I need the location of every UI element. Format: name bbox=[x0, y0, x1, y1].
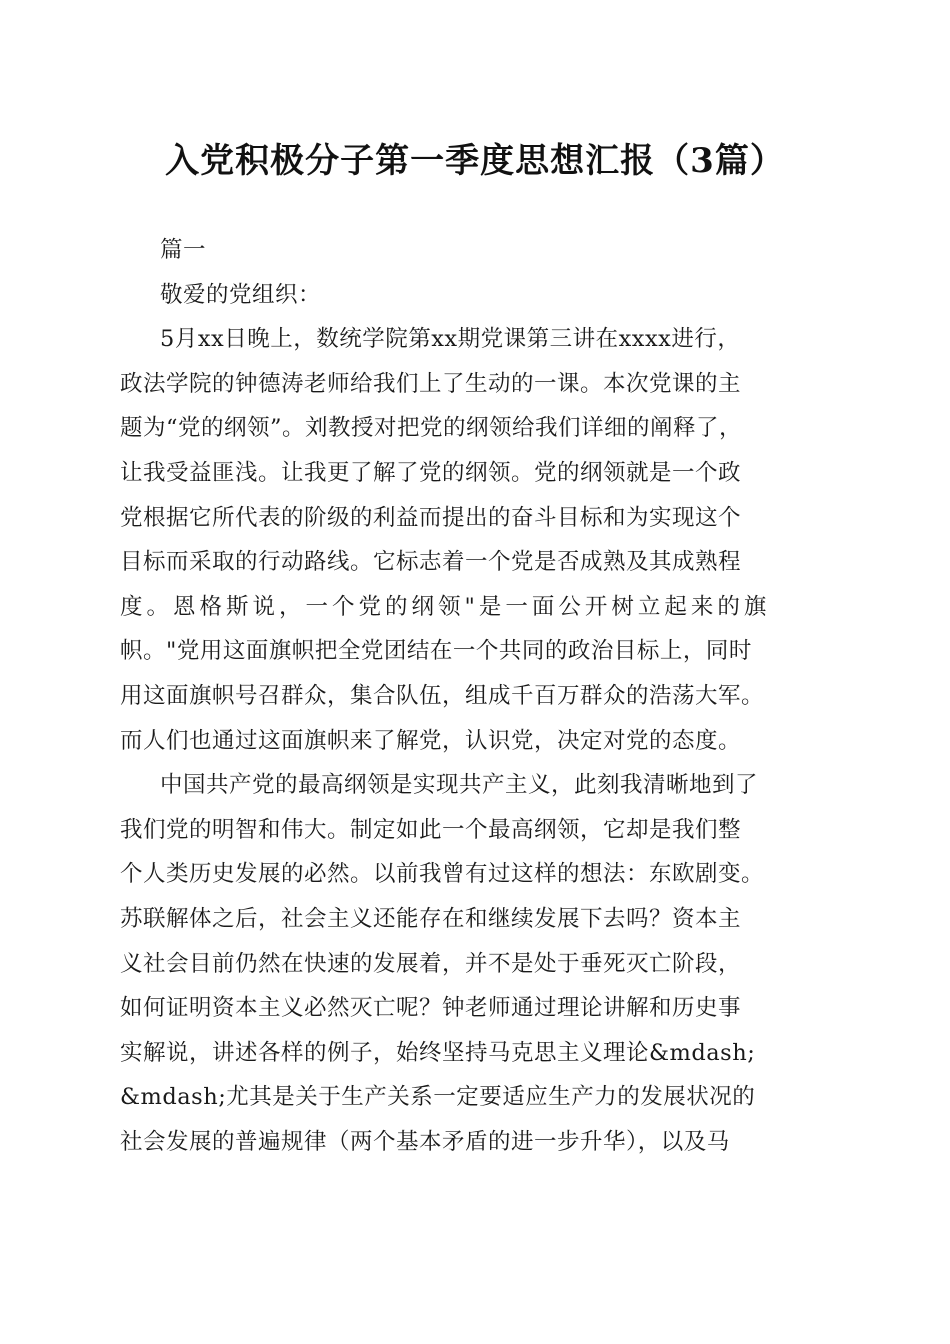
paragraph-line: &mdash;尤其是关于生产关系一定要适应生产力的发展状况的 bbox=[120, 1084, 756, 1111]
document-title: 入党积极分子第一季度思想汇报（3篇） bbox=[165, 141, 785, 181]
paragraph-line: 中国共产党的最高纲领是实现共产主义，此刻我清晰地到了 bbox=[160, 772, 759, 799]
paragraph-line: 帜。"党用这面旗帜把全党团结在一个共同的政治目标上，同时 bbox=[120, 638, 752, 665]
paragraph-line: 我们党的明智和伟大。制定如此一个最高纲领，它却是我们整 bbox=[120, 816, 742, 843]
paragraph-line: 政法学院的钟德涛老师给我们上了生动的一课。本次党课的主 bbox=[120, 370, 742, 397]
paragraph-line: 个人类历史发展的必然。以前我曾有过这样的想法：东欧剧变。 bbox=[120, 861, 765, 888]
paragraph-line: 实解说，讲述各样的例子，始终坚持马克思主义理论&mdash; bbox=[120, 1039, 756, 1066]
paragraph-line: 5月xx日晚上，数统学院第xx期党课第三讲在xxxx进行， bbox=[160, 326, 741, 353]
paragraph-line: 度。恩格斯说，一个党的纲领"是一面公开树立起来的旗 bbox=[120, 593, 771, 620]
paragraph-line: 题为“党的纲领”。刘教授对把党的纲领给我们详细的阐释了， bbox=[120, 415, 743, 442]
paragraph-line: 义社会目前仍然在快速的发展着，并不是处于垂死灭亡阶段， bbox=[120, 950, 742, 977]
paragraph-line: 让我受益匪浅。让我更了解了党的纲领。党的纲领就是一个政 bbox=[120, 459, 742, 486]
paragraph-line: 社会发展的普遍规律（两个基本矛盾的进一步升华），以及马 bbox=[120, 1128, 730, 1155]
paragraph-line: 目标而采取的行动路线。它标志着一个党是否成熟及其成熟程 bbox=[120, 549, 742, 576]
paragraph-line: 党根据它所代表的阶级的利益而提出的奋斗目标和为实现这个 bbox=[120, 504, 742, 531]
document-body bbox=[120, 228, 838, 1164]
paragraph-line: 如何证明资本主义必然灭亡呢？钟老师通过理论讲解和历史事 bbox=[120, 995, 742, 1022]
paragraph-line: 苏联解体之后，社会主义还能存在和继续发展下去吗？资本主 bbox=[120, 905, 742, 932]
section-heading: 篇一 bbox=[160, 237, 207, 263]
paragraph-line: 用这面旗帜号召群众，集合队伍，组成千百万群众的浩荡大军。 bbox=[120, 682, 765, 709]
paragraph-line: 而人们也通过这面旗帜来了解党，认识党，决定对党的态度。 bbox=[120, 727, 742, 754]
salutation: 敬爱的党组织： bbox=[160, 281, 322, 308]
